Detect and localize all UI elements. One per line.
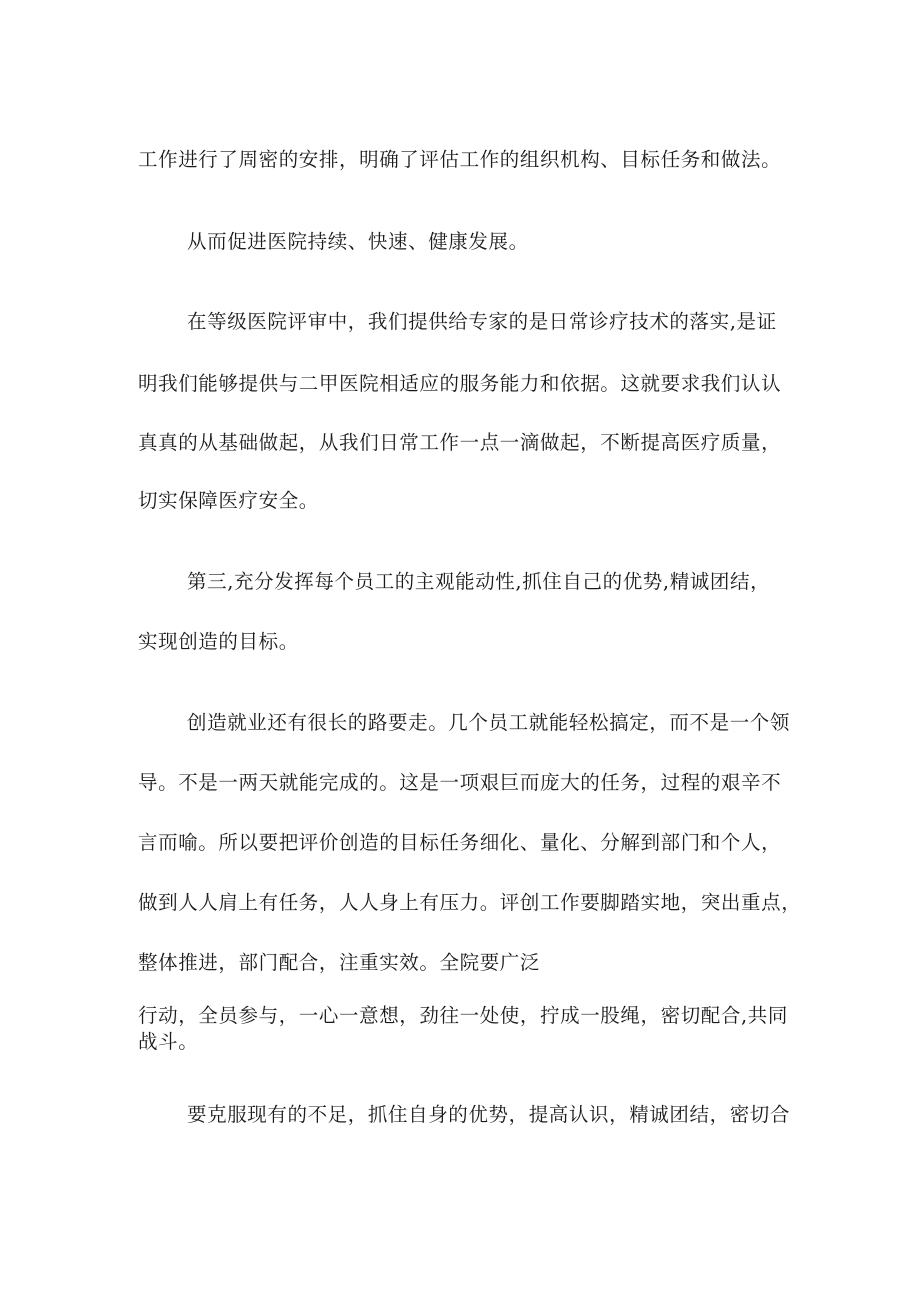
text-line-15: 战斗。 (138, 1030, 199, 1053)
text-line-1: 工作进行了周密的安排，明确了评估工作的组织机构、目标任务和做法。 (138, 148, 782, 171)
text-line-12: 做到人人肩上有任务，人人身上有压力。评创工作要脚踏实地，突出重点， (138, 891, 802, 914)
text-line-3: 在等级医院评审中，我们提供给专家的是日常诊疗技术的落实,是证 (187, 310, 777, 333)
text-line-5: 真真的从基础做起，从我们日常工作一点一滴做起，不断提高医疗质量， (138, 431, 782, 454)
text-line-11: 言而喻。所以要把评价创造的目标任务细化、量化、分解到部门和个人， (138, 831, 782, 854)
text-line-8: 实现创造的目标。 (138, 630, 299, 653)
text-line-7: 第三,充分发挥每个员工的主观能动性,抓住自己的优势,精诚团结， (187, 570, 771, 593)
text-line-2: 从而促进医院持续、快速、健康发展。 (187, 230, 529, 253)
text-line-9: 创造就业还有很长的路要走。几个员工就能轻松搞定，而不是一个领 (187, 711, 791, 734)
text-line-16: 要克服现有的不足，抓住自身的优势，提高认识，精诚团结，密切合 (187, 1103, 791, 1126)
text-line-14: 行动，全员参与，一心一意想，劲往一处使，拧成一股绳，密切配合,共同 (138, 1004, 788, 1027)
text-line-10: 导。不是一两天就能完成的。这是一项艰巨而庞大的任务，过程的艰辛不 (138, 771, 782, 794)
text-line-4: 明我们能够提供与二甲医院相适应的服务能力和依据。这就要求我们认认 (138, 372, 782, 395)
text-line-13: 整体推进，部门配合，注重实效。全院要广泛 (138, 951, 541, 974)
text-line-6: 切实保障医疗安全。 (138, 489, 319, 512)
